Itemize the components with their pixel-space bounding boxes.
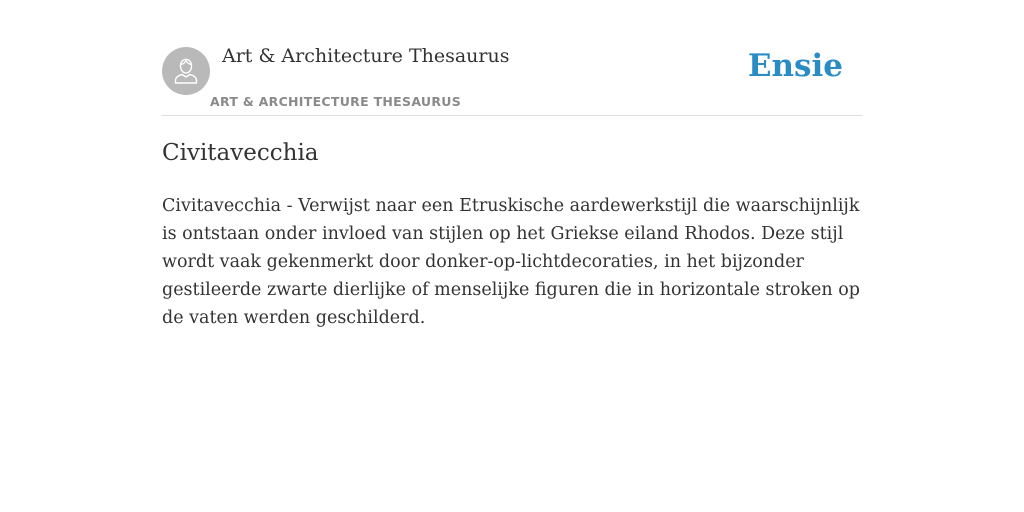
entry-card: [162, 0, 862, 328]
author-subtitle: ART & ARCHITECTURE THESAURUS: [210, 94, 462, 109]
brand-logo[interactable]: Ensie: [747, 48, 843, 84]
author-name-link[interactable]: Art & Architecture Thesaurus: [222, 45, 510, 67]
user-icon: [171, 56, 201, 86]
entry-definition: Civitavecchia - Verwijst naar een Etruskische aardewerkstijl die waarschijnlijk is ontstaan onder invloed van stijlen op het Griekse eiland Rhodos. Deze stijl wordt vaak gekenmerkt door donker-op-lichtdecoraties, in het bijzonder gestileerde zwarte dierlijke of menselijke figuren die in horizontale stroken op de vaten werden geschilderd.: [162, 196, 860, 328]
entry-title: Civitavecchia: [162, 140, 319, 166]
author-avatar[interactable]: [162, 47, 210, 95]
entry-header: [162, 0, 862, 116]
